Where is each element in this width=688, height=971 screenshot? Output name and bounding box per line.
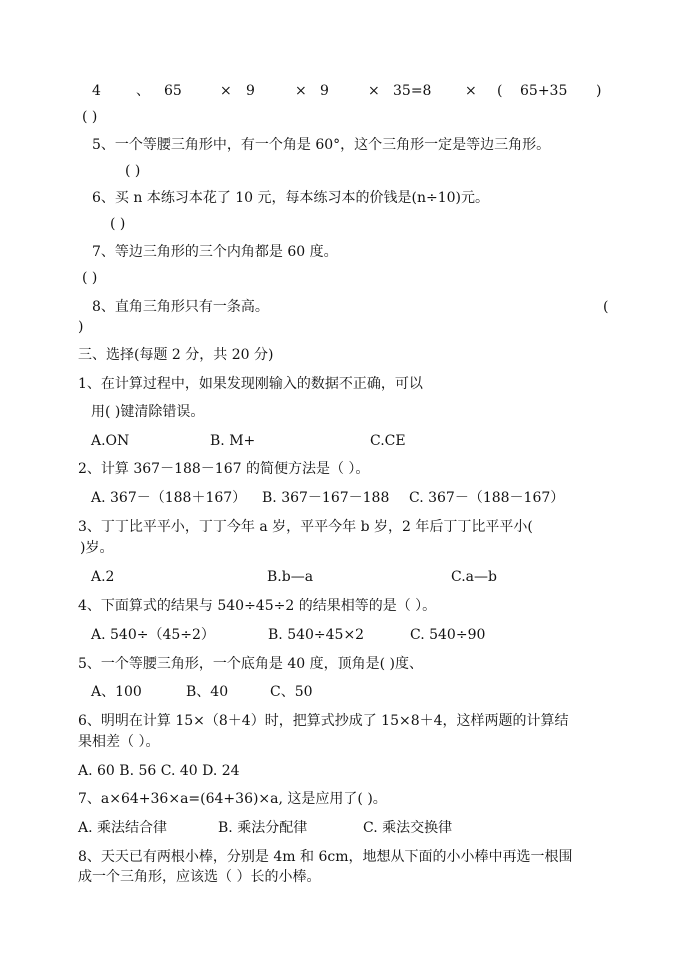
c7-question: 7、a×64+36×a=(64+36)×a, 这是应用了( )。 [78,791,387,807]
c2-question: 2、计算 367－188－167 的简便方法是（ ）。 [78,461,370,477]
q4-times: × [368,83,380,99]
c1-option-a: A.ON [91,433,130,449]
c7-option-a: A. 乘法结合律 [78,820,168,836]
q4-paren-open: ( [497,83,503,99]
q4-times: × [295,83,307,99]
c6-options: A. 60 B. 56 C. 40 D. 24 [78,763,240,779]
c3-question-cont: )岁。 [80,540,114,556]
c1-option-c: C.CE [370,433,406,449]
c3-option-a: A.2 [91,569,115,585]
q8-paren-close: ) [78,319,84,335]
q4-sep: 、 [136,83,150,99]
c1-question-cont: 用( )键清除错误。 [91,404,205,420]
c1-question: 1、在计算过程中，如果发现刚输入的数据不正确，可以 [78,376,423,392]
c4-option-b: B. 540÷45×2 [268,627,365,643]
q6-answer-paren: ( ) [110,216,126,232]
q4-answer-paren: ( ) [82,109,98,125]
c7-option-b: B. 乘法分配律 [218,820,308,836]
c2-option-b: B. 367－167－188 [262,490,390,506]
q8-paren-open: ( [603,299,609,315]
c3-option-b: B.b—a [267,569,314,585]
q4-times: × [220,83,232,99]
c8-question: 8、天天已有两根小棒，分别是 4m 和 6cm，地想从下面的小小棒中再选一根围 [78,849,573,865]
c4-option-c: C. 540÷90 [410,627,486,643]
c7-option-c: C. 乘法交换律 [363,820,453,836]
q7-answer-paren: ( ) [82,270,98,286]
c2-option-c: C. 367－（188－167） [409,490,565,506]
c8-question-cont: 成一个三角形，应该选（ ）长的小棒。 [78,869,321,885]
q5-answer-paren: ( ) [125,163,141,179]
q4-paren-close: ) [596,83,602,99]
q8-text: 8、直角三角形只有一条高。 [92,299,269,315]
c5-option-a: A、100 [91,684,142,700]
q4-times: × [465,83,477,99]
c1-option-b: B. M+ [210,433,256,449]
q4-term: 35=8 [393,83,432,99]
c3-option-c: C.a—b [451,569,497,585]
c5-option-c: C、50 [270,684,313,700]
c5-question: 5、一个等腰三角形，一个底角是 40 度，顶角是( )度、 [78,656,423,672]
c4-option-a: A. 540÷（45÷2） [91,627,215,643]
q4-term: 9 [246,83,255,99]
q4-term: 9 [320,83,329,99]
c6-question: 6、明明在计算 15×（8＋4）时，把算式抄成了 15×8＋4，这样两题的计算结 [78,713,569,729]
c3-question: 3、丁丁比平平小，丁丁今年 a 岁，平平今年 b 岁，2 年后丁丁比平平小( [78,519,533,535]
q4-term: 65 [164,83,182,99]
c5-option-b: B、40 [186,684,229,700]
q4-num: 4 [92,83,101,99]
q4-term: 65+35 [520,83,568,99]
c4-question: 4、下面算式的结果与 540÷45÷2 的结果相等的是（ ）。 [78,598,437,614]
c2-option-a: A. 367－（188＋167） [91,490,247,506]
section-heading: 三、选择(每题 2 分，共 20 分) [78,347,274,363]
q5-text: 5、一个等腰三角形中，有一个角是 60°，这个三角形一定是等边三角形。 [92,137,551,153]
q7-text: 7、等边三角形的三个内角都是 60 度。 [92,244,338,260]
c6-question-cont: 果相差（ ）。 [78,734,160,750]
q6-text: 6、买 n 本练习本花了 10 元，每本练习本的价钱是(n÷10)元。 [92,190,490,206]
